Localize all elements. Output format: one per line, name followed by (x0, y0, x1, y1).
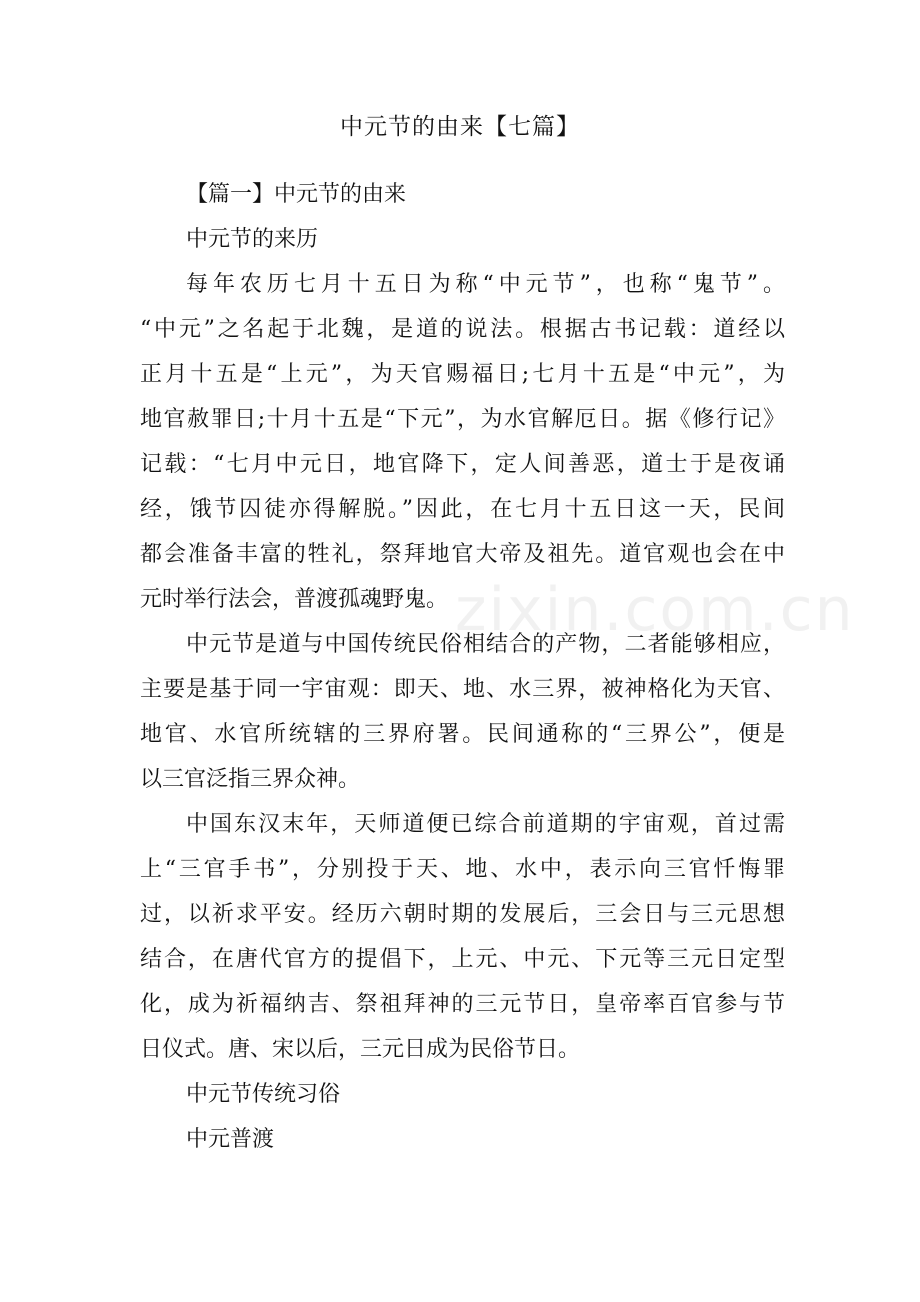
text-line: 中元节传统习俗 (186, 1082, 341, 1107)
document-title: 中元节的由来【七篇】 (340, 114, 580, 140)
text-line: 记载：“七月中元日，地官降下，定人间善恶，道士于是夜诵 (140, 452, 785, 477)
text-line: 化，成为祈福纳吉、祭祖拜神的三元节日，皇帝率百官参与节 (140, 992, 785, 1017)
text-line: 每年农历七月十五日为称“中元节”，也称“鬼节”。 (186, 272, 785, 297)
text-line: 中国东汉末年，天师道便已综合前道期的宇宙观，首过需 (186, 812, 785, 837)
text-line: 地官赦罪日;十月十五是“下元”，为水官解厄日。据《修行记》 (140, 407, 785, 432)
text-line: 中元节是道与中国传统民俗相结合的产物，二者能够相应， (186, 632, 785, 657)
text-line: 主要是基于同一宇宙观：即天、地、水三界，被神格化为天官、 (140, 677, 785, 702)
text-line: 上“三官手书”，分别投于天、地、水中，表示向三官忏悔罪 (140, 857, 785, 882)
text-line: 地官、水官所统辖的三界府署。民间通称的“三界公”，便是 (140, 722, 785, 747)
text-line: 【篇一】中元节的由来 (186, 182, 407, 207)
text-line: 都会准备丰富的牲礼，祭拜地官大帝及祖先。道官观也会在中 (140, 542, 785, 567)
text-line: 正月十五是“上元”，为天官赐福日;七月十五是“中元”，为 (140, 362, 785, 387)
text-line: 结合，在唐代官方的提倡下，上元、中元、下元等三元日定型 (140, 947, 785, 972)
text-line: 以三官泛指三界众神。 (140, 767, 361, 792)
text-line: 日仪式。唐、宋以后，三元日成为民俗节日。 (140, 1037, 581, 1062)
text-line: 中元普渡 (186, 1127, 275, 1152)
watermark: zixin.com.cn (455, 575, 855, 645)
text-line: 中元节的来历 (186, 227, 319, 252)
document-body (140, 172, 785, 1162)
text-line: “中元”之名起于北魏，是道的说法。根据古书记载：道经以 (140, 317, 785, 342)
text-line: 经，饿节囚徒亦得解脱。”因此，在七月十五日这一天，民间 (140, 497, 785, 522)
text-line: 元时举行法会，普渡孤魂野鬼。 (140, 587, 449, 612)
text-line: 过，以祈求平安。经历六朝时期的发展后，三会日与三元思想 (140, 902, 785, 927)
